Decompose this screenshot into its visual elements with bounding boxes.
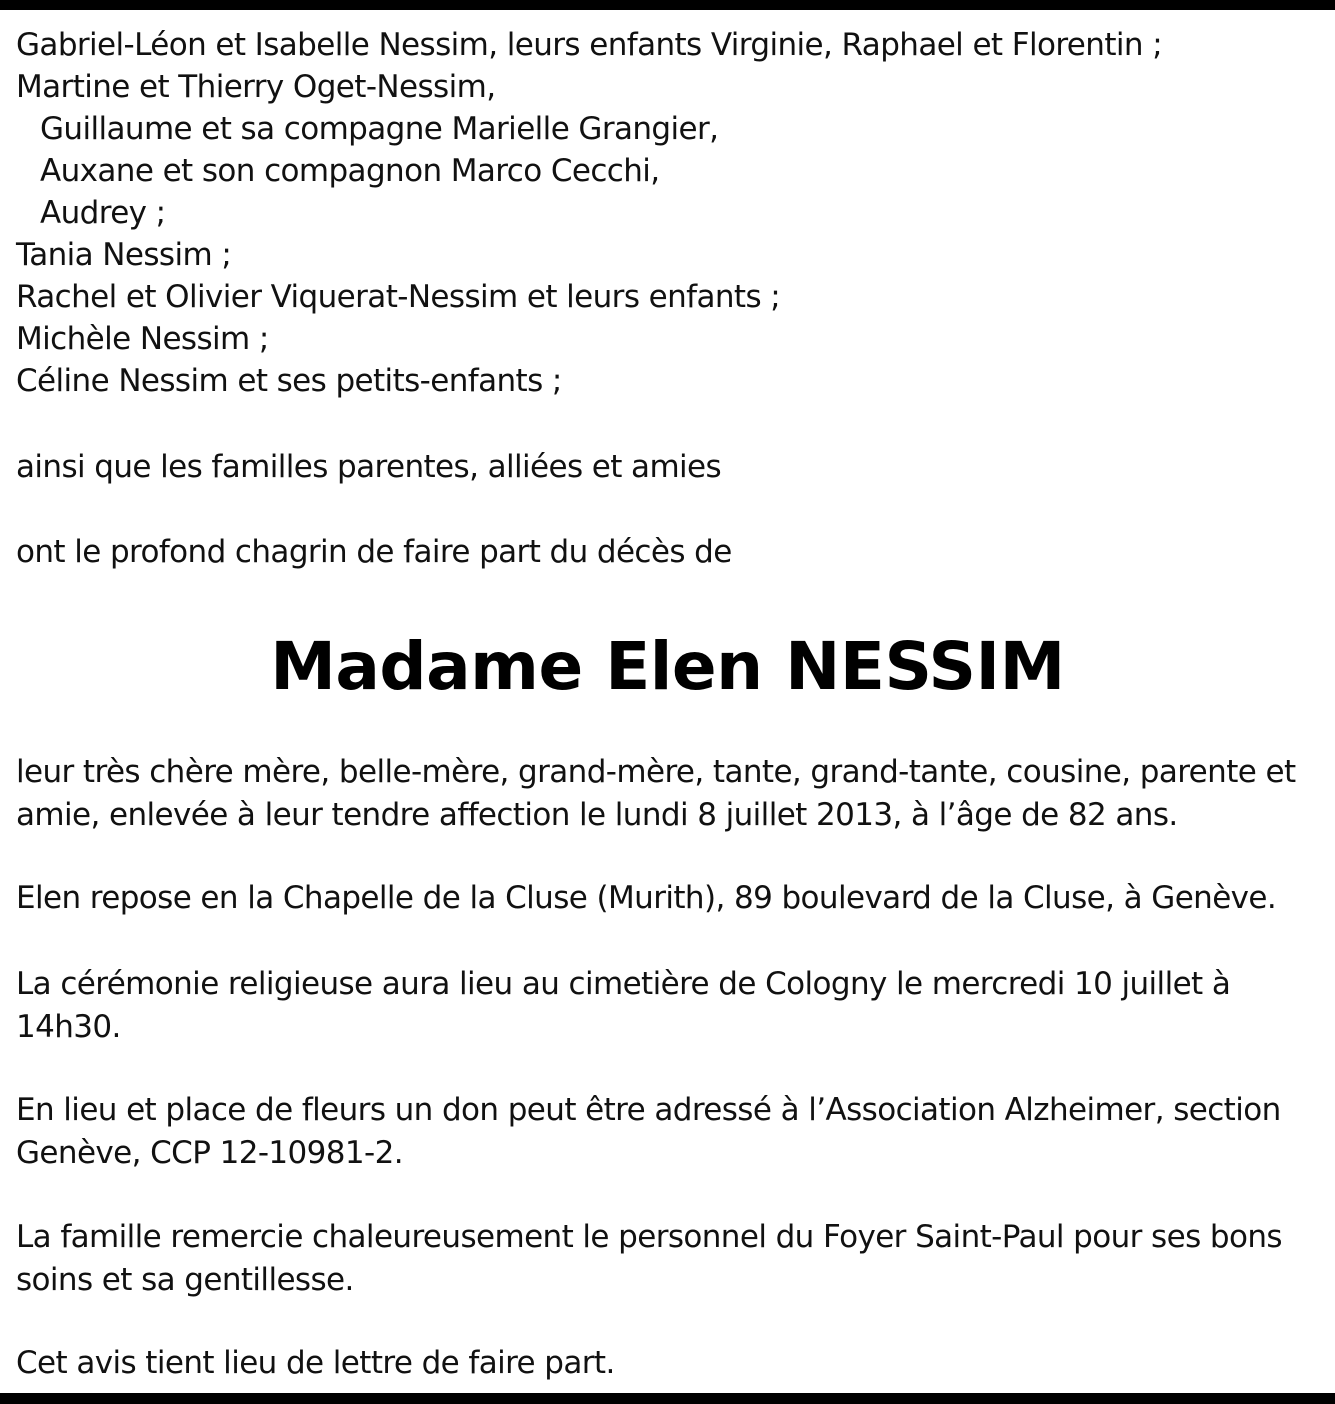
family-list (16, 24, 1321, 402)
ceremony-paragraph (16, 963, 1326, 1049)
paragraph-line: En lieu et place de fleurs un don peut être adressé à l’Association Alzheimer, section (16, 1092, 1281, 1128)
description-paragraph (16, 751, 1326, 837)
resting-place-paragraph (16, 877, 1326, 920)
paragraph-line: amie, enlevée à leur tendre affection le lundi 8 juillet 2013, à l’âge de 82 ans. (16, 797, 1178, 833)
family-line: Martine et Thierry Oget-Nessim, (16, 69, 496, 105)
closing-paragraph (16, 1342, 1326, 1385)
paragraph-line: La cérémonie religieuse aura lieu au cimetière de Cologny le mercredi 10 juillet à (16, 966, 1231, 1002)
paragraph-line: Cet avis tient lieu de lettre de faire part. (16, 1345, 615, 1381)
paragraph-line: leur très chère mère, belle-mère, grand-mère, tante, grand-tante, cousine, parente et (16, 754, 1296, 790)
paragraph-line: soins et sa gentillesse. (16, 1262, 354, 1298)
family-line: Auxane et son compagnon Marco Cecchi, (40, 153, 660, 189)
family-line: Tania Nessim ; (16, 237, 232, 273)
family-line: Céline Nessim et ses petits-enfants ; (16, 363, 562, 399)
announcement-line: ont le profond chagrin de faire part du décès de (16, 534, 732, 570)
thanks-paragraph (16, 1216, 1326, 1302)
family-line: Audrey ; (40, 195, 166, 231)
family-line: Guillaume et sa compagne Marielle Grangier, (40, 111, 719, 147)
paragraph-line: 14h30. (16, 1009, 121, 1045)
paragraph-line: La famille remercie chaleureusement le personnel du Foyer Saint-Paul pour ses bons (16, 1219, 1282, 1255)
paragraph-line: Genève, CCP 12-10981-2. (16, 1135, 403, 1171)
paragraph-line: Elen repose en la Chapelle de la Cluse (Murith), 89 boulevard de la Cluse, à Genève. (16, 880, 1277, 916)
top-border-rule (0, 0, 1335, 10)
relatives-line: ainsi que les familles parentes, alliées et amies (16, 449, 722, 485)
family-line: Michèle Nessim ; (16, 321, 269, 357)
deceased-name-heading: Madame Elen NESSIM (270, 628, 1065, 705)
bottom-border-rule (0, 1393, 1335, 1404)
family-line: Gabriel-Léon et Isabelle Nessim, leurs enfants Virginie, Raphael et Florentin ; (16, 27, 1163, 63)
family-line: Rachel et Olivier Viquerat-Nessim et leurs enfants ; (16, 279, 781, 315)
donation-paragraph (16, 1089, 1326, 1175)
